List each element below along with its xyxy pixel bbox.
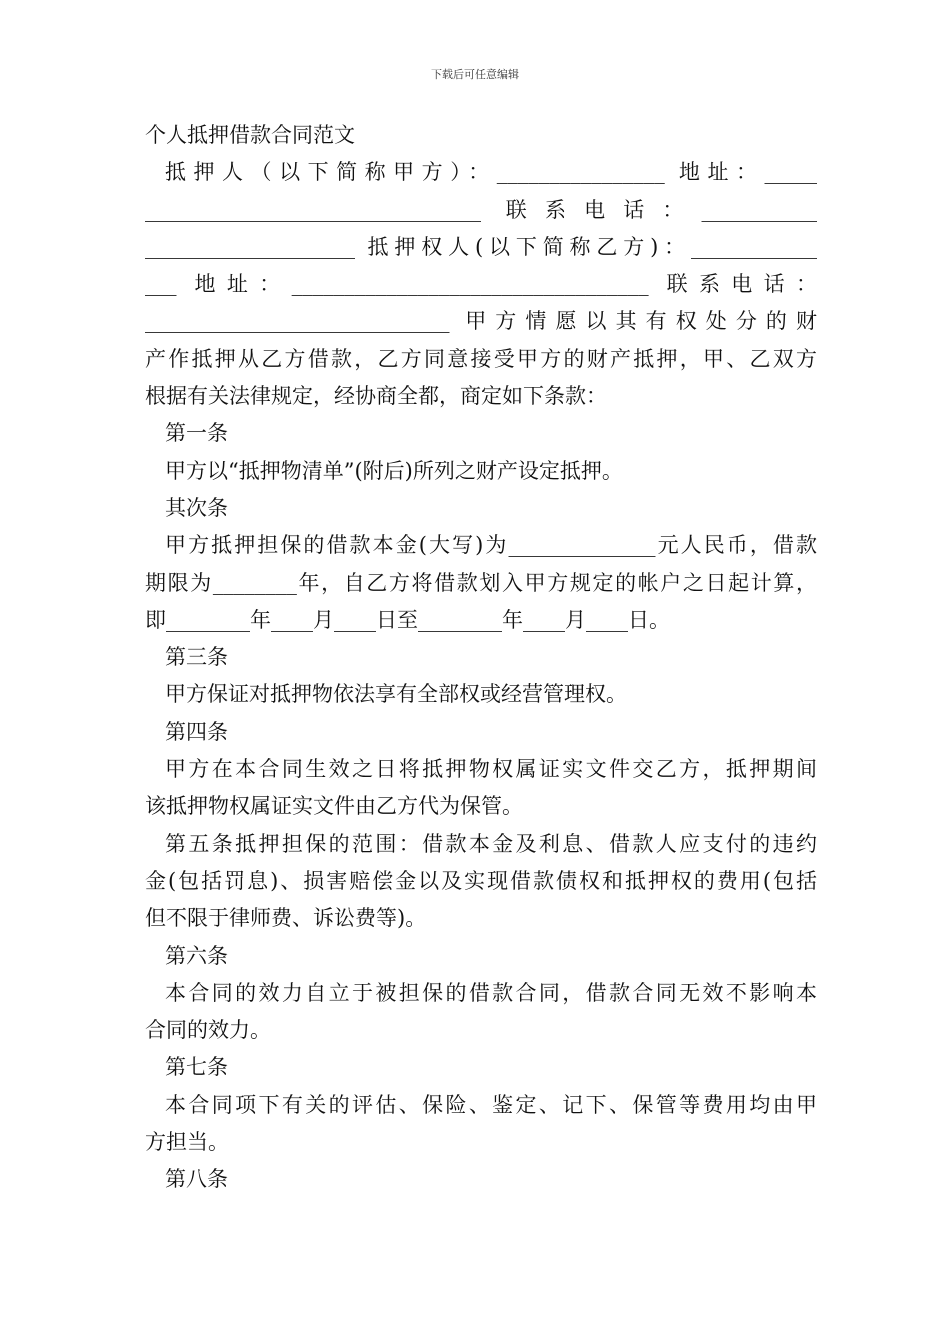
- clause-heading: 第一条: [165, 421, 228, 446]
- text-line: _____________________________ 甲方情愿以其有权处分的财: [145, 309, 817, 334]
- text-line: ________________________________ 联系电话：___________: [145, 197, 817, 222]
- text-line: 期限为________年，自乙方将借款划入甲方规定的帐户之日起计算，: [145, 570, 817, 595]
- clause-heading: 第八条: [165, 1167, 228, 1192]
- text-line: 该抵押物权属证实文件由乙方代为保管。: [145, 794, 523, 819]
- clause-heading: 第四条: [165, 719, 228, 744]
- text-line: 甲方以“抵押物清单”(附后)所列之财产设定抵押。: [165, 458, 623, 483]
- clause-heading: 第三条: [165, 645, 228, 670]
- text-line: 甲方在本合同生效之日将抵押物权属证实文件交乙方，抵押期间: [165, 757, 817, 782]
- header-note: 下载后可任意编辑: [431, 68, 519, 81]
- clause-heading: 第六条: [165, 943, 228, 968]
- document-title: 个人抵押借款合同范文: [145, 123, 355, 147]
- text-line: 甲方抵押担保的借款本金(大写)为______________元人民币，借款: [165, 533, 817, 558]
- text-line: 但不限于律师费、诉讼费等)。: [145, 906, 427, 931]
- text-line: 方担当。: [145, 1130, 229, 1155]
- text-line: 产作抵押从乙方借款，乙方同意接受甲方的财产抵押，甲、乙双方: [145, 346, 817, 371]
- text-line: ___ 地址：__________________________________ 联系电话：: [145, 272, 817, 297]
- clause-heading: 其次条: [165, 495, 228, 520]
- document-body: [145, 117, 817, 1199]
- text-line: 即________年____月____日至________年____月____日。: [145, 607, 670, 632]
- text-line: 本合同的效力自立于被担保的借款合同，借款合同无效不影响本: [165, 980, 817, 1005]
- text-line: 第五条抵押担保的范围：借款本金及利息、借款人应支付的违约: [165, 831, 817, 856]
- text-line: 合同的效力。: [145, 1018, 271, 1043]
- text-line: 抵押人（以下简称甲方）：________________ 地址：_____: [165, 160, 817, 185]
- text-line: 金(包括罚息)、损害赔偿金以及实现借款债权和抵押权的费用(包括: [145, 868, 817, 893]
- text-line: ____________________ 抵押权人(以下简称乙方)：____________: [145, 234, 817, 259]
- clause-heading: 第七条: [165, 1055, 228, 1080]
- text-line: 甲方保证对抵押物依法享有全部权或经营管理权。: [165, 682, 627, 707]
- text-line: 根据有关法律规定，经协商全都，商定如下条款：: [145, 384, 607, 409]
- text-line: 本合同项下有关的评估、保险、鉴定、记下、保管等费用均由甲: [165, 1092, 817, 1117]
